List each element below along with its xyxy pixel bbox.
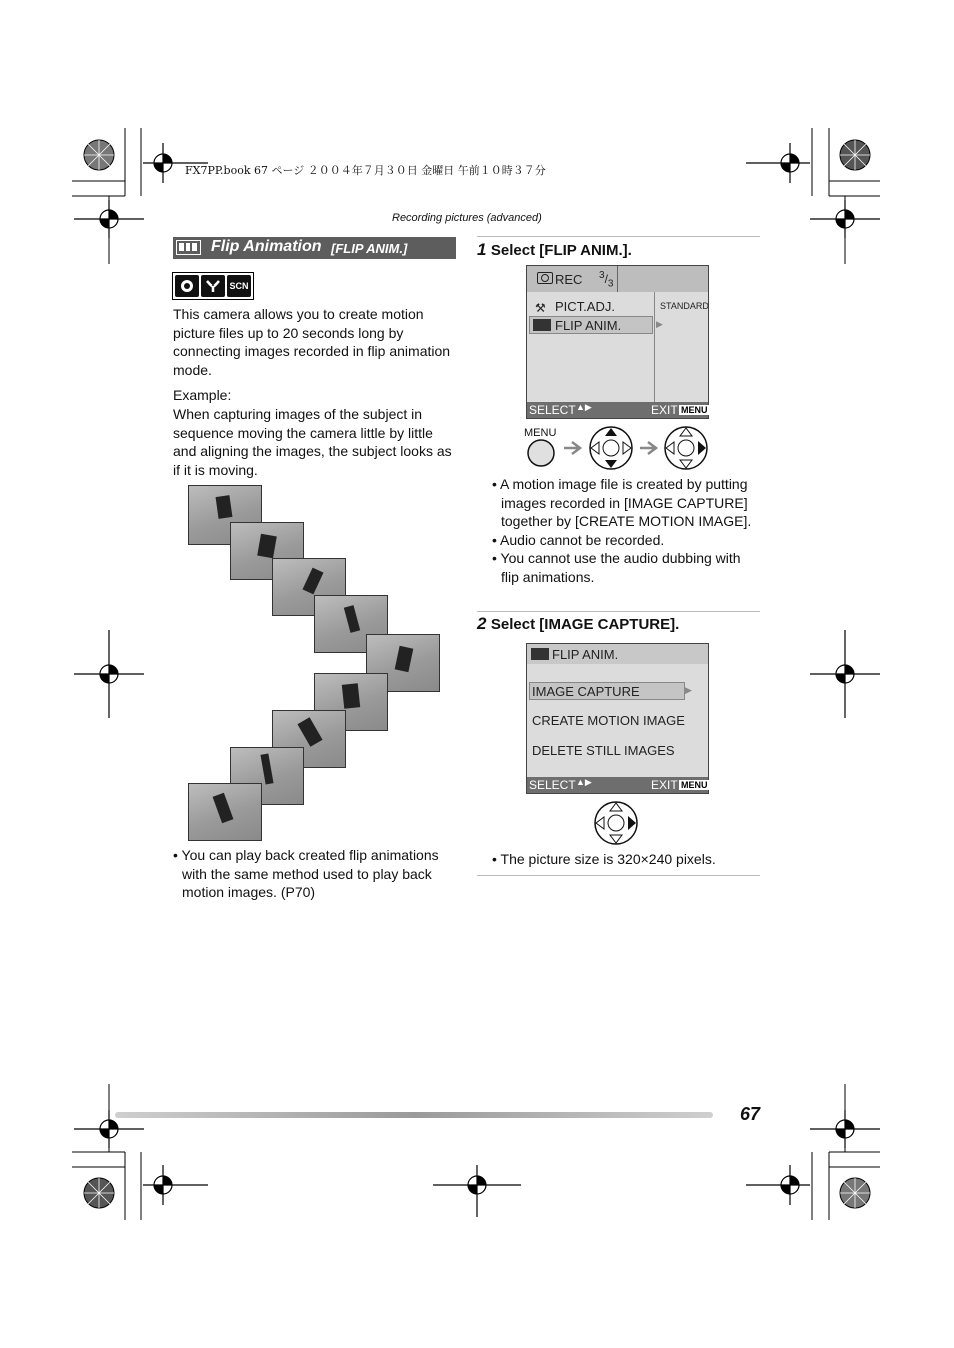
- print-file-line: FX7PP.book 67 ページ ２００４年７月３０日 金曜日 午前１０時３７分: [185, 164, 546, 177]
- step1-bullet: • Audio cannot be recorded.: [492, 531, 665, 548]
- menu-item-flip-anim: FLIP ANIM.: [555, 318, 622, 333]
- right-arrow-icon: ▶: [685, 685, 692, 695]
- page-total: 3: [607, 278, 614, 290]
- flip-anim-header: FLIP ANIM.: [552, 647, 619, 662]
- exit-hint: EXIT: [651, 778, 678, 792]
- step2-heading: [477, 614, 679, 634]
- step1-text: Select [FLIP ANIM.].: [490, 242, 632, 259]
- lcd-rec-menu: [526, 265, 709, 419]
- menu-item-image-capture-row[interactable]: [529, 682, 685, 700]
- section-title: Flip Animation: [211, 238, 322, 255]
- section-title-bar: [173, 237, 456, 259]
- flip-anim-icon: [176, 240, 201, 255]
- divider: [477, 875, 760, 876]
- divider: [477, 611, 760, 612]
- lcd-footer: [527, 777, 708, 793]
- step1-bullet-text: A motion image file is created by putting images recorded in [IMAGE CAPTURE] together by [CREATE MOTION IMAGE].: [500, 476, 752, 529]
- menu-tag: MENU: [681, 405, 708, 415]
- step2-bullet: • The picture size is 320×240 pixels.: [492, 851, 716, 867]
- lcd-flip-header: [527, 644, 708, 664]
- camera-icon: [175, 275, 199, 297]
- menu-item-pict-adj[interactable]: PICT.ADJ.: [555, 299, 615, 314]
- updown-icon: ▲▶: [576, 777, 592, 787]
- left-bullet-text: You can play back created flip animations with the same method used to play back motion images. (P70): [181, 847, 439, 900]
- cursor-right-button: [592, 799, 640, 847]
- step1-bullets: [492, 475, 760, 586]
- menu-item-create-motion-image[interactable]: CREATE MOTION IMAGE: [532, 713, 685, 728]
- updown-icon: ▲▶: [576, 402, 592, 412]
- rec-label: REC: [555, 272, 583, 287]
- side-value-standard: STANDARD: [660, 301, 709, 311]
- exit-hint: EXIT: [651, 403, 678, 417]
- wrench-icon: ⚒: [535, 301, 546, 315]
- select-hint: SELECT: [529, 403, 576, 417]
- right-arrow-icon: ▶: [656, 319, 663, 329]
- section-caption: Recording pictures (advanced): [392, 212, 542, 224]
- page-number: 67: [740, 1104, 761, 1124]
- example-text: When capturing images of the subject in sequence moving the camera little by little and aligning the images, the subject looks as if it is moving.: [173, 406, 452, 478]
- step1-bullet: • A motion image file is created by putting images recorded in [IMAGE CAPTURE] together by [CREATE MOTION IMAGE].: [492, 476, 752, 529]
- lcd-column-divider: [654, 292, 655, 402]
- menu-item-image-capture: IMAGE CAPTURE: [532, 684, 640, 699]
- flip-anim-small-icon: [533, 319, 551, 331]
- lcd-footer: [527, 402, 708, 418]
- intro-text: This camera allows you to create motion picture files up to 20 seconds long by connecting images recorded in flip animation mode.: [173, 306, 451, 378]
- example-label: Example:: [173, 387, 232, 403]
- button-sequence: [524, 424, 714, 474]
- footer-bar: [115, 1112, 713, 1118]
- rec-camera-icon: [537, 272, 553, 284]
- page-current: 3: [599, 270, 605, 281]
- lcd-flip-anim-menu: [526, 643, 709, 794]
- step2-bullet-text: The picture size is 320×240 pixels.: [500, 851, 716, 867]
- section-title-sub: [FLIP ANIM.]: [331, 241, 408, 256]
- mode-icons: [172, 272, 254, 300]
- scene-icon-label: SCN: [229, 281, 249, 291]
- page-indicator: $^3/_3$: [599, 270, 614, 290]
- menu-tag: MENU: [681, 780, 708, 790]
- step1-heading: [477, 240, 632, 260]
- menu-item-delete-still-images[interactable]: DELETE STILL IMAGES: [532, 743, 675, 758]
- divider: [477, 236, 760, 237]
- step2-text: Select [IMAGE CAPTURE].: [490, 616, 680, 633]
- left-bullet: • You can play back created flip animations with the same method used to play back motion images. (P70): [173, 847, 439, 900]
- step2-number: 2: [477, 614, 487, 633]
- lcd-rec-header: [527, 266, 708, 292]
- macro-icon: [201, 275, 225, 297]
- step1-bullet: • You cannot use the audio dubbing with flip animations.: [492, 550, 741, 585]
- step1-bullet-text: Audio cannot be recorded.: [500, 531, 665, 548]
- scene-icon: [227, 275, 251, 297]
- page-tab-divider: [617, 266, 618, 292]
- step1-bullet-text: You cannot use the audio dubbing with flip animations.: [500, 550, 741, 585]
- step1-number: 1: [477, 240, 487, 259]
- menu-item-flip-anim-row[interactable]: [529, 316, 653, 334]
- flip-anim-small-icon: [531, 648, 549, 660]
- photo-frame: [188, 783, 262, 841]
- select-hint: SELECT: [529, 778, 576, 792]
- menu-button-label: MENU: [524, 427, 557, 439]
